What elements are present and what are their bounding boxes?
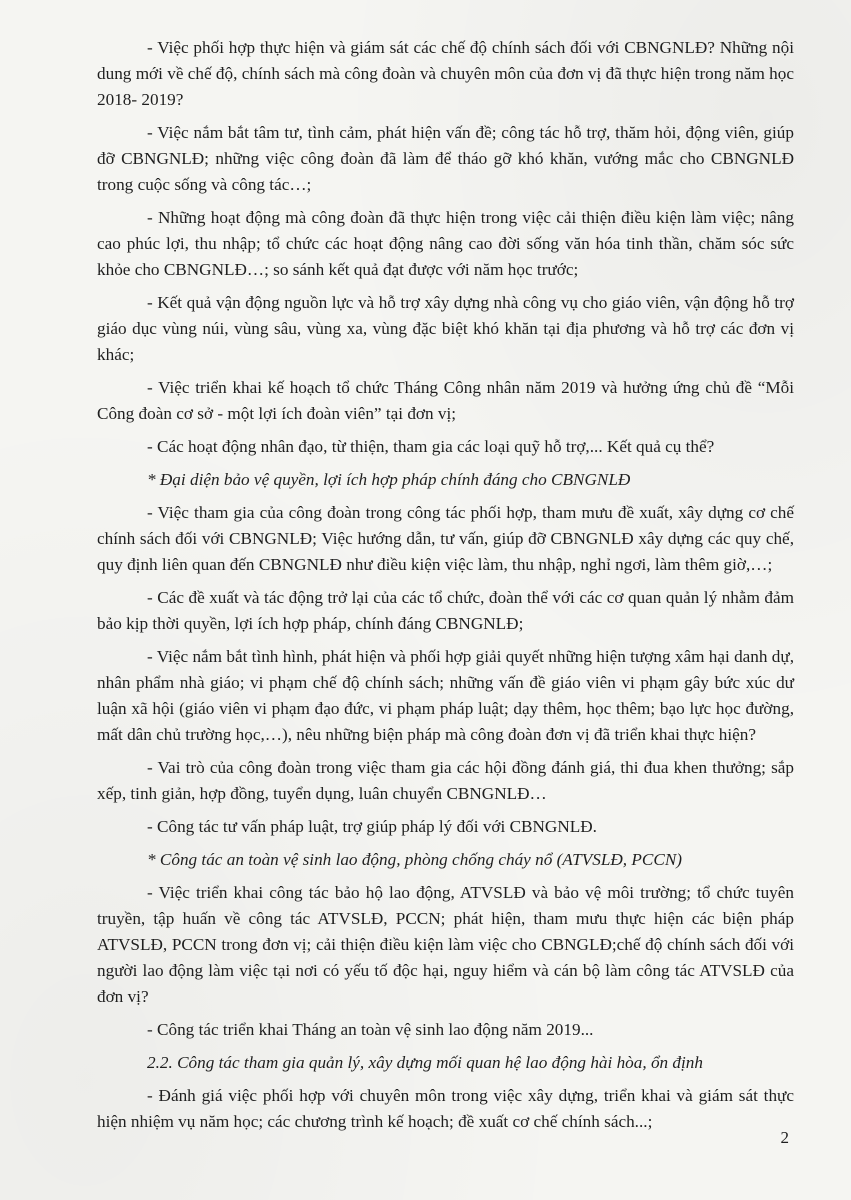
- paragraph-2: - Việc nắm bắt tâm tư, tình cảm, phát hiện vấn đề; công tác hỗ trợ, thăm hỏi, động viên, giúp đỡ CBNGNLĐ; những việc công đoàn đã làm để tháo gỡ khó khăn, vướng mắc cho CBNGNLĐ trong cuộc sống và công tác…;: [97, 123, 794, 194]
- paragraph-13: - Công tác triển khai Tháng an toàn vệ sinh lao động năm 2019...: [147, 1020, 594, 1039]
- section-heading-2-2: 2.2. Công tác tham gia quản lý, xây dựng mối quan hệ lao động hài hòa, ổn định: [147, 1053, 703, 1072]
- paragraph-7: - Việc tham gia của công đoàn trong công tác phối hợp, tham mưu đề xuất, xây dựng cơ chế chính sách đối với CBNGNLĐ; Việc hướng dẫn, tư vấn, giúp đỡ CBNGNLĐ xây dựng các quy chế, quy định liên quan đến CBNGNLĐ như điều kiện việc làm, thu nhập, nghỉ ngơi, làm thêm giờ,…;: [97, 503, 794, 574]
- paragraph-12: - Việc triển khai công tác bảo hộ lao động, ATVSLĐ và bảo vệ môi trường; tổ chức tuyên truyền, tập huấn về công tác ATVSLĐ, PCCN; phát hiện, tham mưu thực hiện các biện pháp ATVSLĐ, PCCN trong đơn vị; cải thiện điều kiện làm việc cho CBNGLĐ;chế độ chính sách đối với người lao động làm việc tại nơi có yếu tố độc hại, nguy hiểm và cán bộ làm công tác ATVSLĐ của đơn vị?: [97, 883, 794, 1006]
- paragraph-1: - Việc phối hợp thực hiện và giám sát các chế độ chính sách đối với CBNGNLĐ? Những nội dung mới về chế độ, chính sách mà công đoàn và chuyên môn của đơn vị đã thực hiện trong năm học 2018- 2019?: [97, 38, 794, 109]
- paragraph-3: - Những hoạt động mà công đoàn đã thực hiện trong việc cải thiện điều kiện làm việc; nâng cao phúc lợi, thu nhập; tổ chức các hoạt động nâng cao đời sống văn hóa tinh thần, chăm sóc sức khỏe cho CBNGNLĐ…; so sánh kết quả đạt được với năm học trước;: [97, 208, 794, 279]
- paragraph-5: - Việc triển khai kế hoạch tổ chức Tháng Công nhân năm 2019 và hưởng ứng chủ đề “Mỗi Công đoàn cơ sở - một lợi ích đoàn viên” tại đơn vị;: [97, 378, 794, 423]
- paragraph-11: - Công tác tư vấn pháp luật, trợ giúp pháp lý đối với CBNGNLĐ.: [147, 817, 597, 836]
- document-body: [97, 35, 794, 1142]
- paragraph-14: - Đánh giá việc phối hợp với chuyên môn trong việc xây dựng, triển khai và giám sát thực hiện nhiệm vụ năm học; các chương trình kế hoạch; đề xuất cơ chế chính sách...;: [97, 1086, 794, 1131]
- paragraph-4: - Kết quả vận động nguồn lực và hỗ trợ xây dựng nhà công vụ cho giáo viên, vận động hỗ trợ giáo dục vùng núi, vùng sâu, vùng xa, vùng đặc biệt khó khăn tại địa phương và hỗ trợ các đơn vị khác;: [97, 293, 794, 364]
- page-number: 2: [780, 1128, 789, 1147]
- section-heading-safety: * Công tác an toàn vệ sinh lao động, phòng chống cháy nổ (ATVSLĐ, PCCN): [147, 850, 683, 869]
- paragraph-9: - Việc nắm bắt tình hình, phát hiện và phối hợp giải quyết những hiện tượng xâm hại danh dự, nhân phẩm nhà giáo; vi phạm chế độ chính sách; những vấn đề giáo viên vi phạm gây bức xúc dư luận xã hội (giáo viên vi phạm đạo đức, vi phạm pháp luật; dạy thêm, học thêm; bạo lực học đường, mất dân chủ trường học,…), nêu những biện pháp mà công đoàn đơn vị đã triển khai thực hiện?: [97, 647, 794, 744]
- paragraph-10: - Vai trò của công đoàn trong việc tham gia các hội đồng đánh giá, thi đua khen thưởng; sắp xếp, tinh giản, hợp đồng, tuyển dụng, luân chuyển CBNGNLĐ…: [97, 758, 794, 803]
- section-heading-representation: * Đại diện bảo vệ quyền, lợi ích hợp pháp chính đáng cho CBNGNLĐ: [147, 470, 631, 489]
- paragraph-8: - Các đề xuất và tác động trở lại của các tổ chức, đoàn thể với các cơ quan quản lý nhằm đảm bảo kịp thời quyền, lợi ích hợp pháp, chính đáng CBNGNLĐ;: [97, 588, 794, 633]
- paragraph-6: - Các hoạt động nhân đạo, từ thiện, tham gia các loại quỹ hỗ trợ,... Kết quả cụ thể?: [147, 437, 715, 456]
